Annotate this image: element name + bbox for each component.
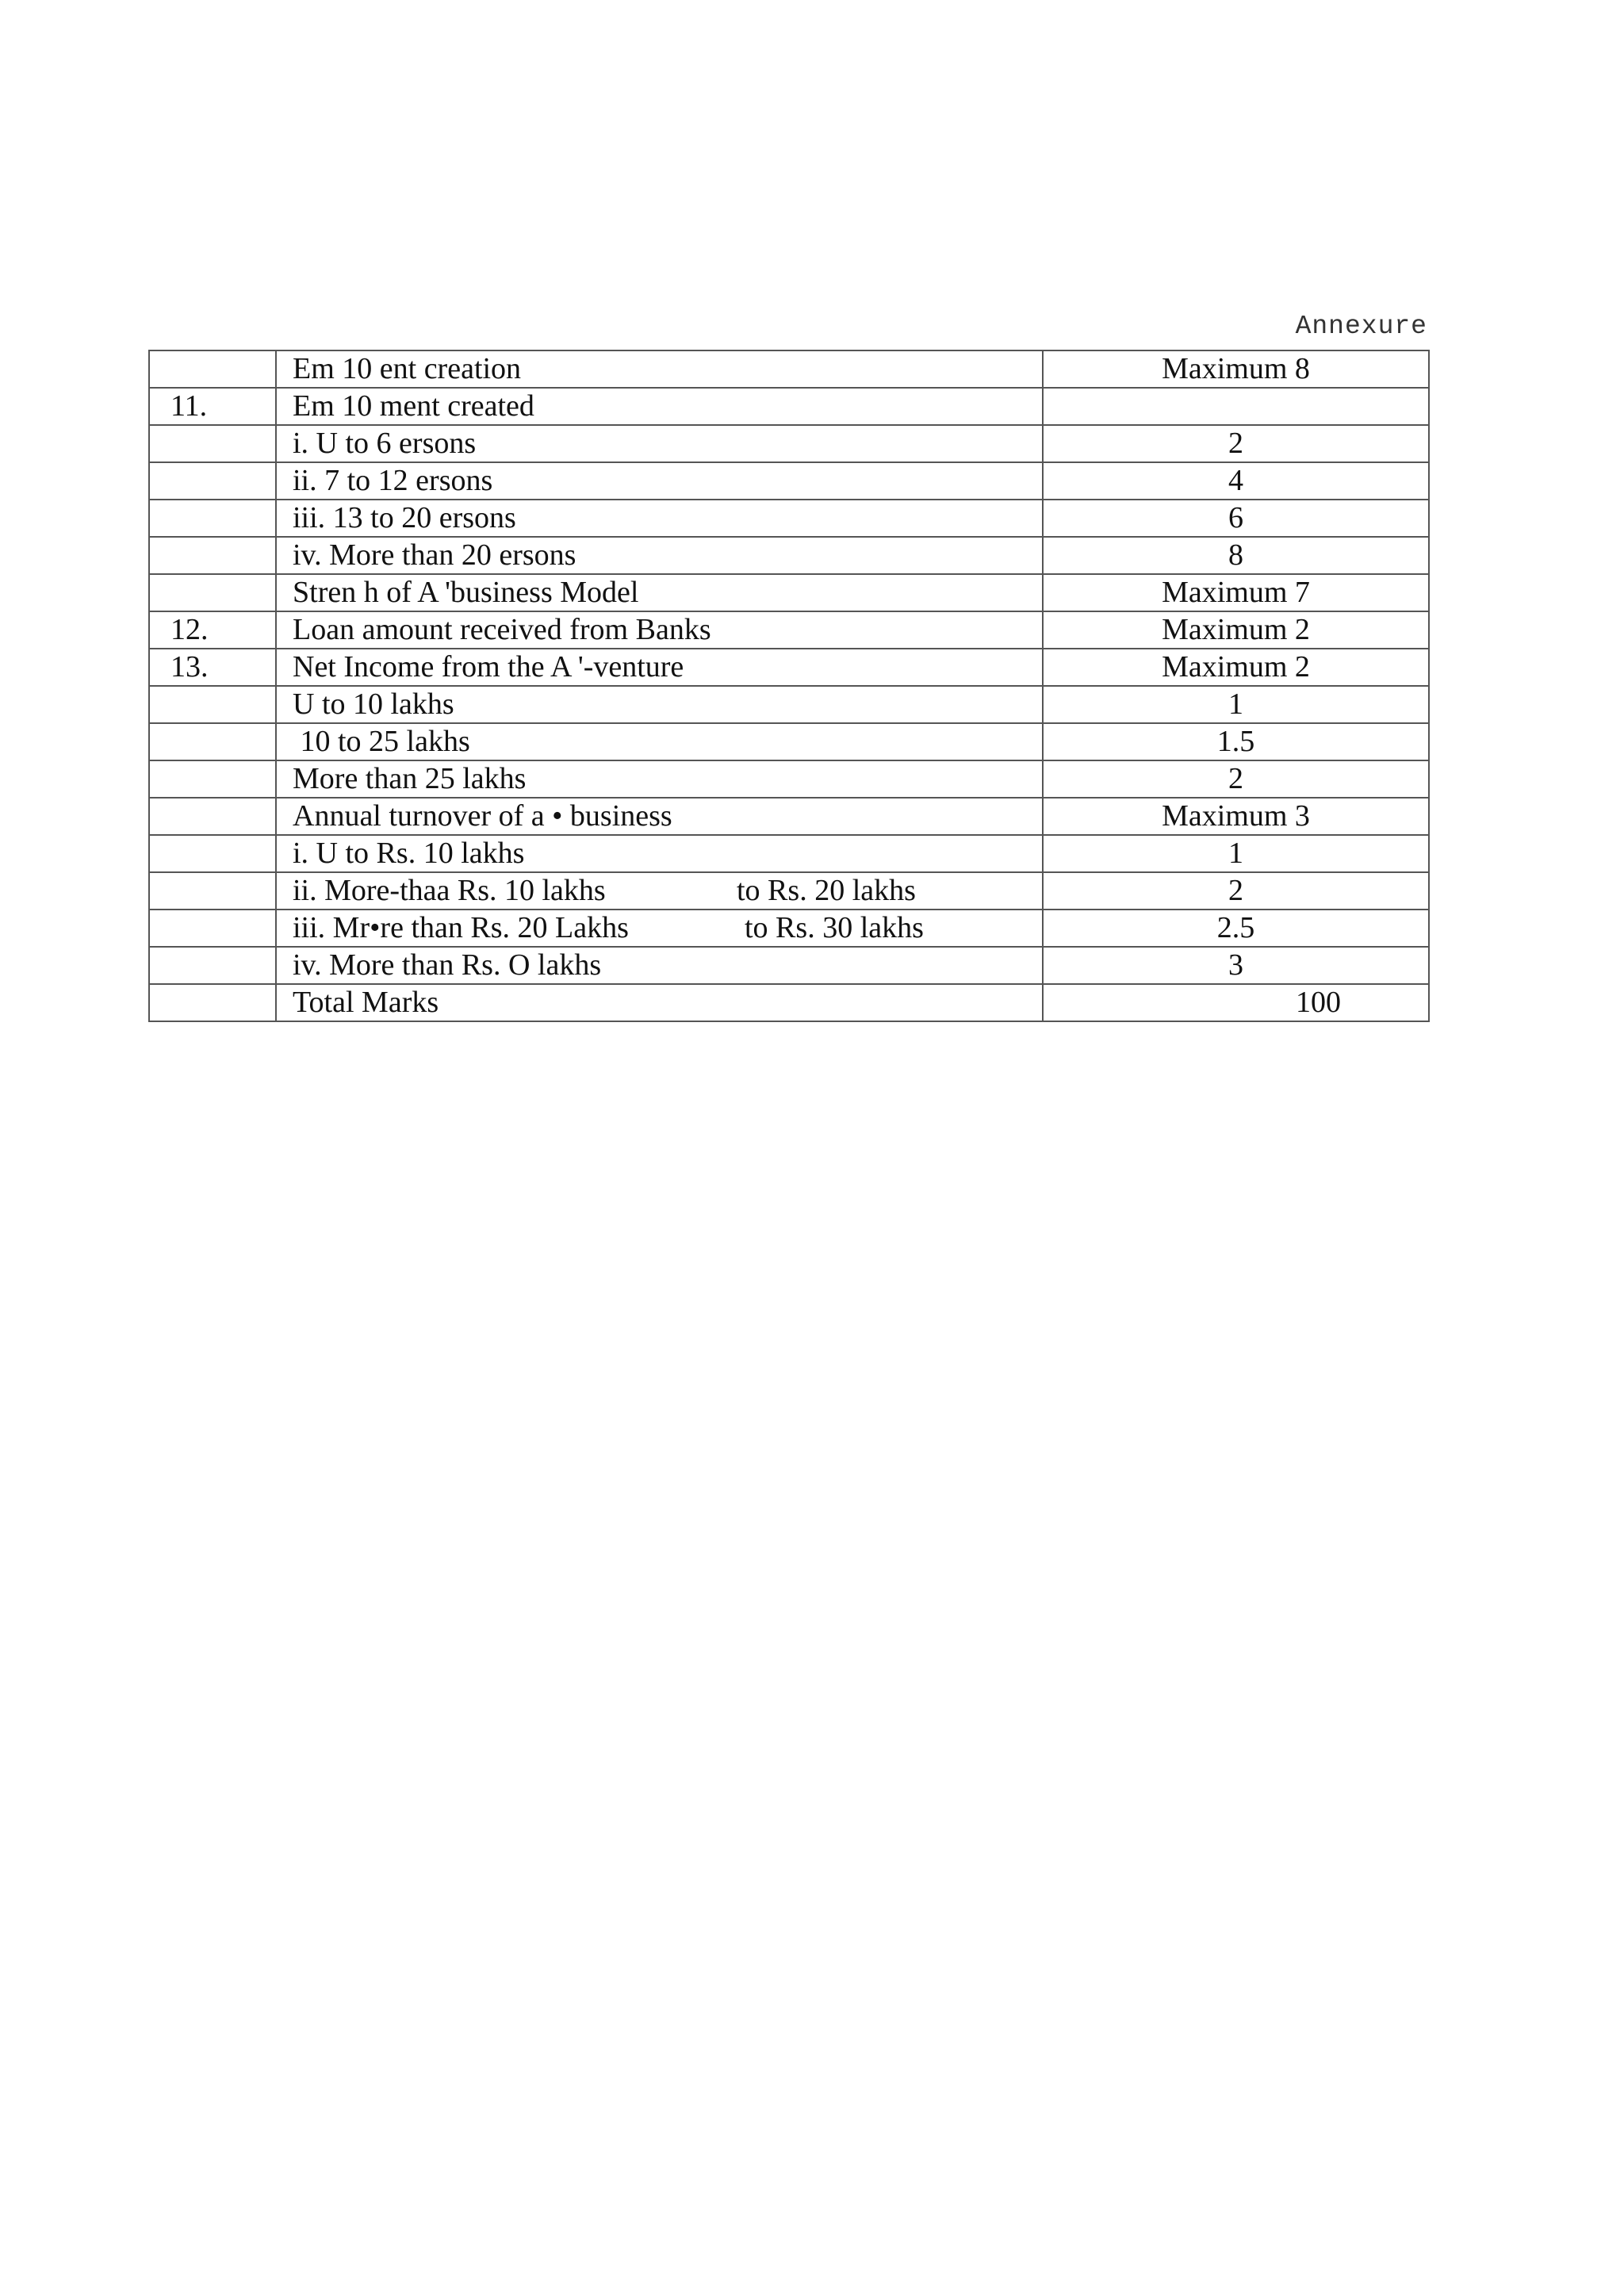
marks-table <box>148 350 1430 1022</box>
row-marks: 2 <box>1043 872 1429 910</box>
row-marks: 1 <box>1043 686 1429 723</box>
row-number <box>149 350 276 388</box>
table-row <box>149 872 1429 910</box>
row-number: 12. <box>149 611 276 649</box>
row-description: Stren h of A 'business Model <box>276 574 1043 611</box>
row-number <box>149 760 276 798</box>
row-number: 13. <box>149 649 276 686</box>
row-number <box>149 910 276 947</box>
row-marks: Maximum 3 <box>1043 798 1429 835</box>
table-row <box>149 425 1429 462</box>
row-marks: 1.5 <box>1043 723 1429 760</box>
row-marks: 8 <box>1043 537 1429 574</box>
row-number <box>149 537 276 574</box>
row-number <box>149 835 276 872</box>
row-description: More than 25 lakhs <box>276 760 1043 798</box>
row-description: iii. 13 to 20 ersons <box>276 500 1043 537</box>
row-marks: Maximum 2 <box>1043 611 1429 649</box>
marks-table-body <box>149 350 1429 1021</box>
table-row <box>149 723 1429 760</box>
row-description: Loan amount received from Banks <box>276 611 1043 649</box>
row-description-right: to Rs. 30 lakhs <box>745 911 924 944</box>
row-description: i. U to Rs. 10 lakhs <box>276 835 1043 872</box>
row-description: iv. More than 20 ersons <box>276 537 1043 574</box>
row-description: i. U to 6 ersons <box>276 425 1043 462</box>
table-row <box>149 388 1429 425</box>
row-number <box>149 686 276 723</box>
table-row <box>149 350 1429 388</box>
row-number <box>149 462 276 500</box>
row-marks: Maximum 2 <box>1043 649 1429 686</box>
table-row <box>149 947 1429 984</box>
row-marks: Maximum 8 <box>1043 350 1429 388</box>
table-row <box>149 835 1429 872</box>
row-marks <box>1043 388 1429 425</box>
table-row <box>149 500 1429 537</box>
row-description-split <box>276 872 1043 910</box>
row-number <box>149 500 276 537</box>
row-description: iv. More than Rs. O lakhs <box>276 947 1043 984</box>
row-number <box>149 425 276 462</box>
row-description: Em 10 ment created <box>276 388 1043 425</box>
row-marks: 1 <box>1043 835 1429 872</box>
row-number <box>149 984 276 1021</box>
table-row <box>149 574 1429 611</box>
row-description: Net Income from the A '-venture <box>276 649 1043 686</box>
table-row <box>149 798 1429 835</box>
row-description: U to 10 lakhs <box>276 686 1043 723</box>
table-row <box>149 611 1429 649</box>
table-row <box>149 649 1429 686</box>
row-number <box>149 798 276 835</box>
total-label: Total Marks <box>276 984 1043 1021</box>
row-marks: 2 <box>1043 425 1429 462</box>
row-description-left: iii. Mr•re than Rs. 20 Lakhs <box>293 911 629 944</box>
total-marks: 100 <box>1043 984 1429 1021</box>
row-description-right: to Rs. 20 lakhs <box>737 874 916 907</box>
annexure-label: Annexure <box>1295 312 1427 341</box>
row-marks: 4 <box>1043 462 1429 500</box>
table-row <box>149 910 1429 947</box>
row-number <box>149 574 276 611</box>
total-row <box>149 984 1429 1021</box>
row-number <box>149 872 276 910</box>
table-row <box>149 760 1429 798</box>
table-row <box>149 537 1429 574</box>
row-number <box>149 947 276 984</box>
row-marks: 2.5 <box>1043 910 1429 947</box>
table-row <box>149 686 1429 723</box>
table-row <box>149 462 1429 500</box>
row-description: Em 10 ent creation <box>276 350 1043 388</box>
row-description-split <box>276 910 1043 947</box>
row-marks: Maximum 7 <box>1043 574 1429 611</box>
row-marks: 3 <box>1043 947 1429 984</box>
row-marks: 6 <box>1043 500 1429 537</box>
row-description-left: ii. More-thaa Rs. 10 lakhs <box>293 874 606 907</box>
row-number: 11. <box>149 388 276 425</box>
row-description: 10 to 25 lakhs <box>276 723 1043 760</box>
row-description: ii. 7 to 12 ersons <box>276 462 1043 500</box>
row-number <box>149 723 276 760</box>
row-description: Annual turnover of a • business <box>276 798 1043 835</box>
row-marks: 2 <box>1043 760 1429 798</box>
